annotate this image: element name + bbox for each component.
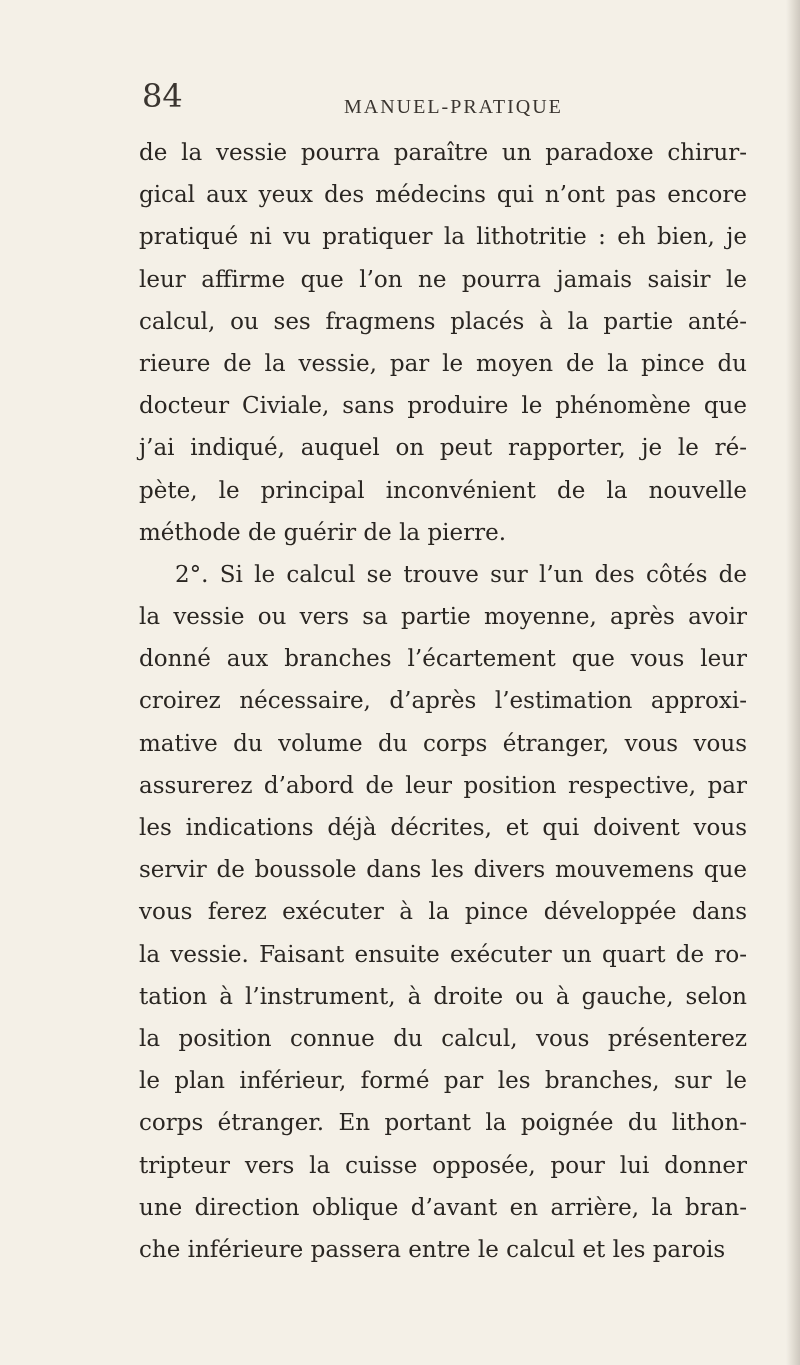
text-line: gical aux yeux des médecins qui n’ont pas encore [139, 182, 747, 209]
text-line: la vessie. Faisant ensuite exécuter un quart de ro- [139, 941, 747, 968]
text-line: servir de boussole dans les divers mouvemens que [139, 857, 747, 884]
text-line: la vessie ou vers sa partie moyenne, après avoir [139, 604, 747, 631]
text-line: mative du volume du corps étranger, vous vous [139, 730, 747, 757]
text-line: de la vessie pourra paraître un paradoxe chirur- [139, 140, 747, 166]
text-line: leur affirme que l’on ne pourra jamais saisir le [139, 266, 747, 293]
paragraph-start-line: 2°. Si le calcul se trouve sur l’un des côtés de [175, 561, 747, 588]
text-line: tripteur vers la cuisse opposée, pour lui donner [139, 1152, 747, 1179]
text-line: les indications déjà décrites, et qui doivent vous [139, 815, 747, 841]
text-line: donné aux branches l’écartement que vous leur [139, 646, 747, 673]
text-line: pratiqué ni vu pratiquer la lithotritie : eh bien, je [139, 224, 747, 251]
page-number: 84 [142, 77, 183, 115]
text-line: calcul, ou ses fragmens placés à la partie anté- [139, 308, 747, 335]
text-line: vous ferez exécuter à la pince développée dans [139, 899, 747, 926]
running-head: MANUEL-PRATIQUE [344, 96, 563, 118]
text-line: j’ai indiqué, auquel on peut rapporter, je le ré- [139, 435, 747, 462]
text-line: la position connue du calcul, vous présenterez [139, 1025, 747, 1052]
text-line: pète, le principal inconvénient de la nouvelle [139, 477, 747, 504]
text-line: rieure de la vessie, par le moyen de la pince du [139, 350, 747, 377]
text-line: croirez nécessaire, d’après l’estimation approxi- [139, 688, 747, 715]
body-text [139, 132, 747, 1271]
text-line: assurerez d’abord de leur position respective, par [139, 772, 747, 799]
text-line: une direction oblique d’avant en arrière, la bran- [139, 1194, 747, 1221]
text-line: tation à l’instrument, à droite ou à gauche, selon [139, 983, 747, 1010]
text-line: che inférieure passera entre le calcul et les parois [139, 1236, 726, 1263]
text-line: le plan inférieur, formé par les branches, sur le [139, 1068, 747, 1095]
text-line: corps étranger. En portant la poignée du lithon- [139, 1110, 747, 1137]
text-line: docteur Civiale, sans produire le phénomène que [139, 393, 747, 420]
paragraph-end-line: méthode de guérir de la pierre. [139, 519, 507, 546]
page-edge-shadow [786, 0, 800, 1365]
